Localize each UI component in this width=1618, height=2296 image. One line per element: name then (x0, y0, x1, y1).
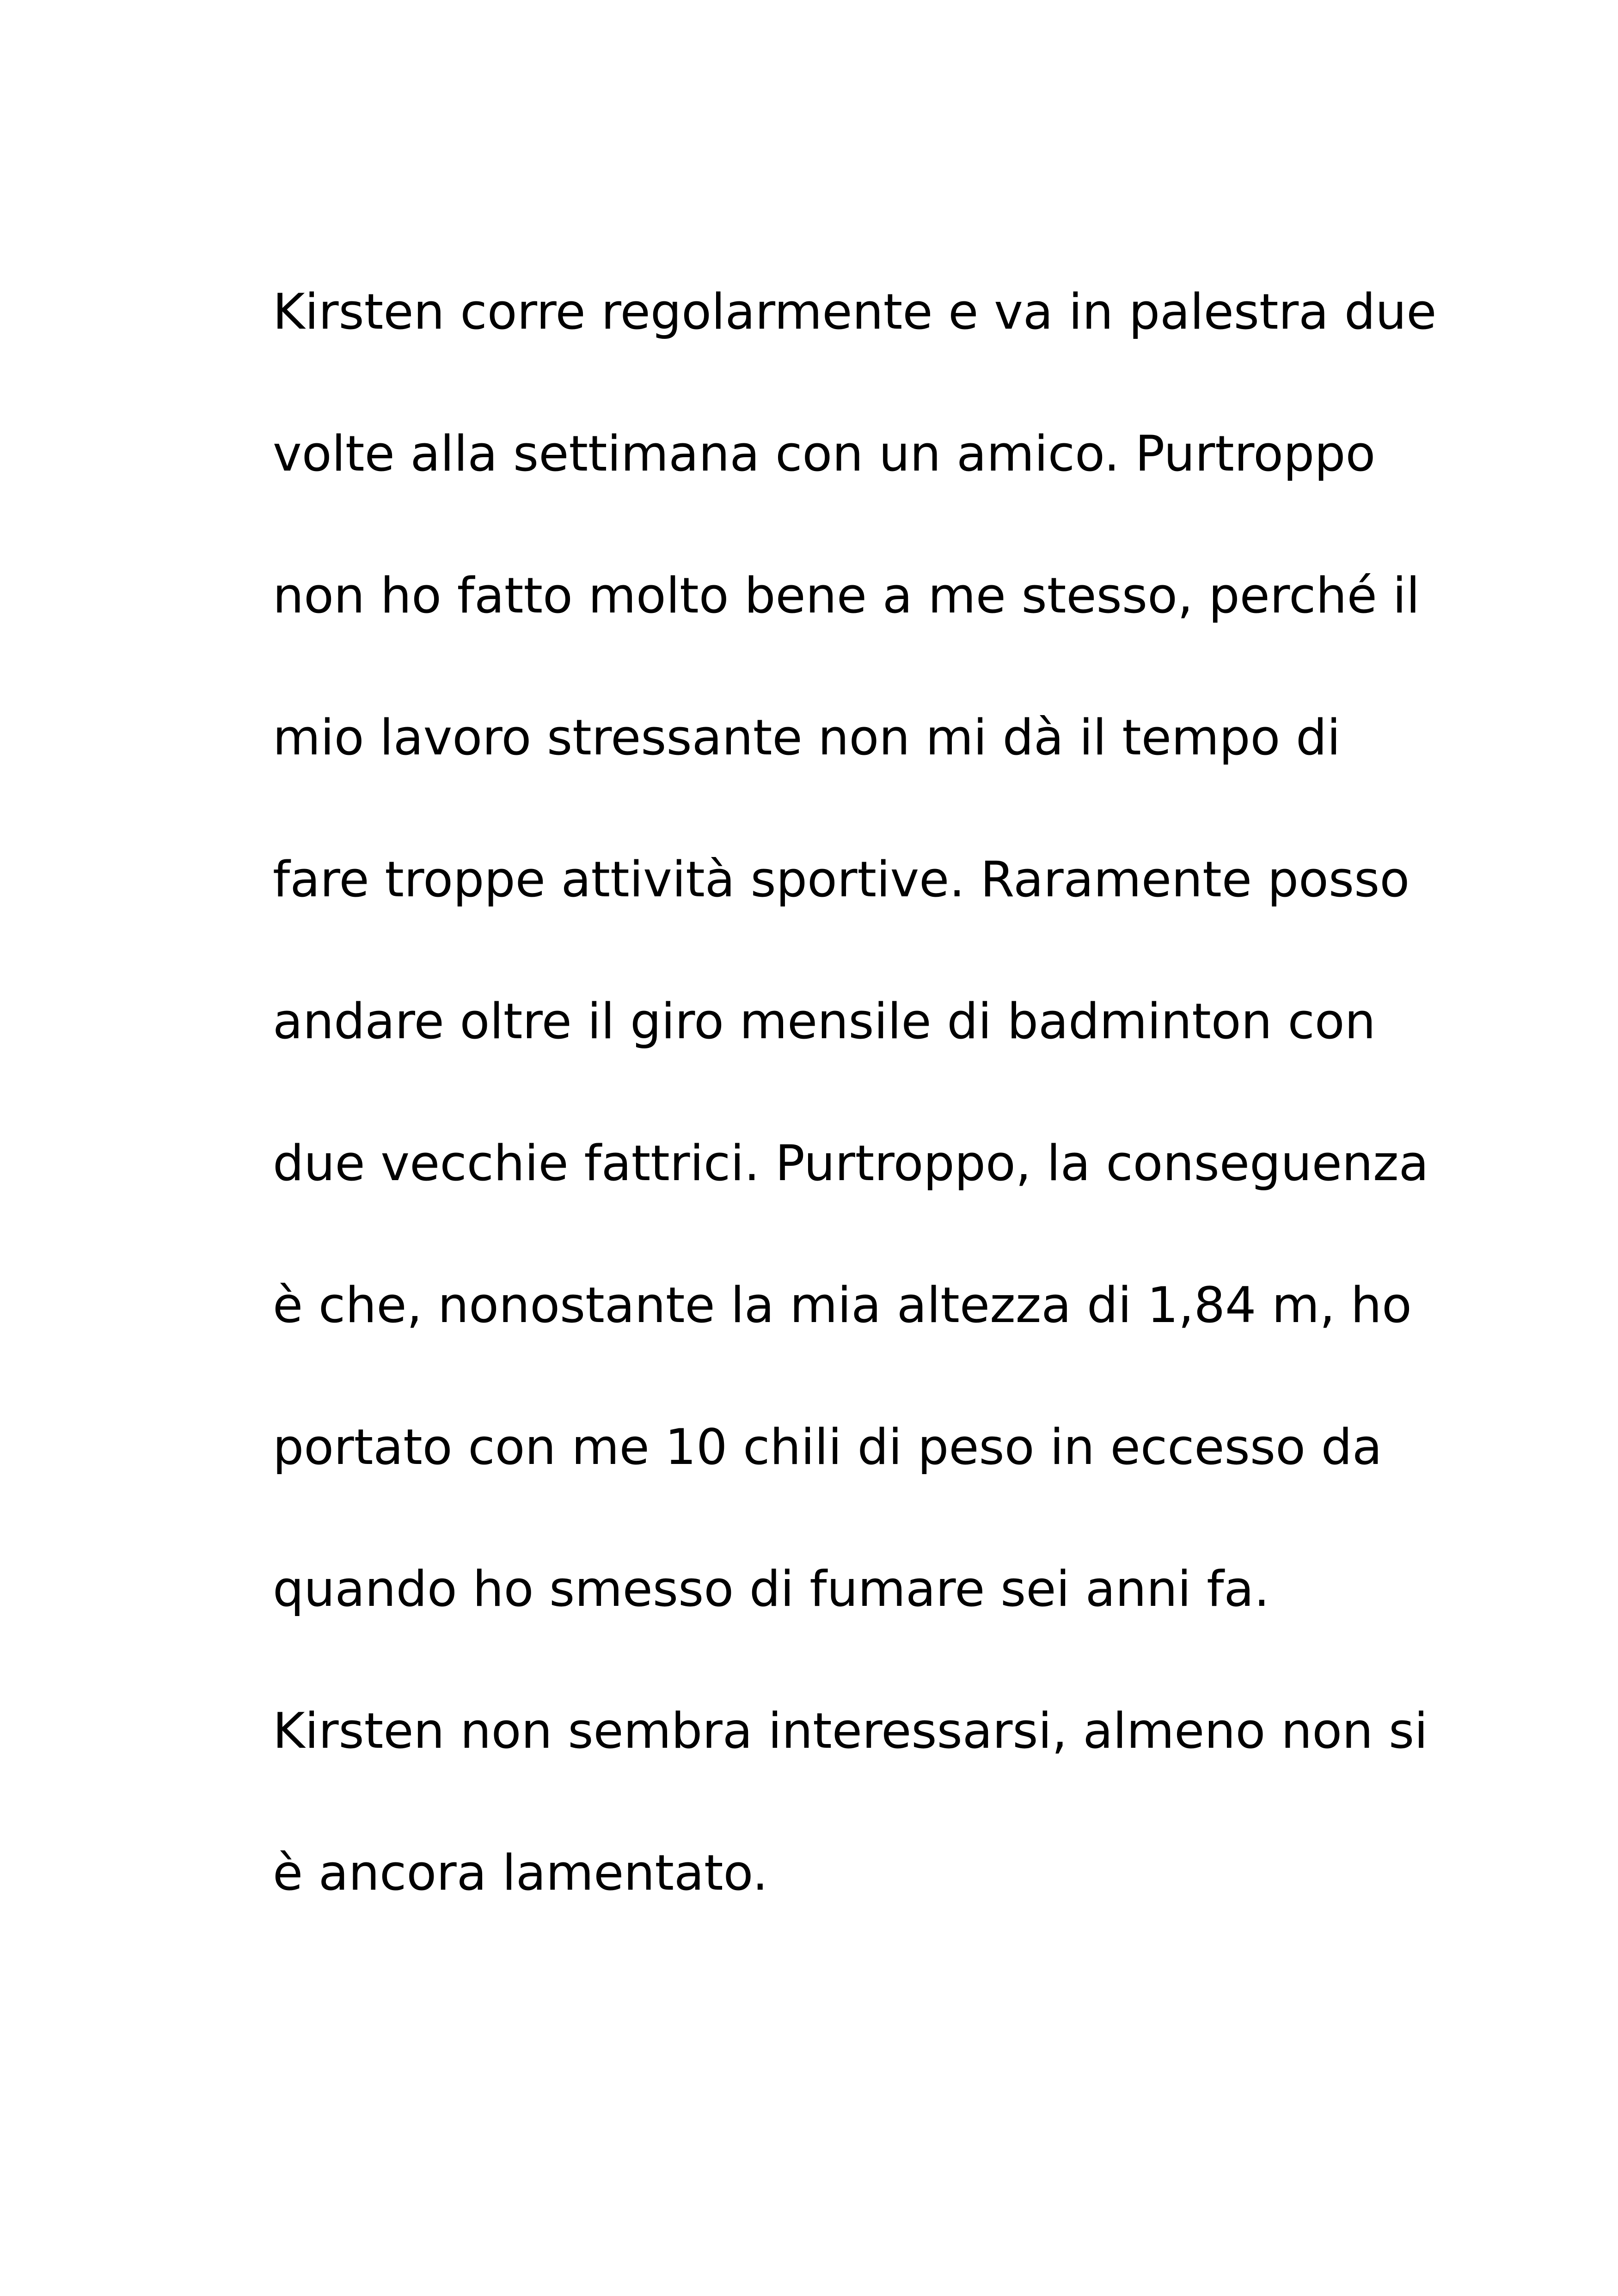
text-line: è che, nonostante la mia altezza di 1,84 m, ho (273, 1277, 1412, 1334)
text-line: è ancora lamentato. (273, 1844, 768, 1901)
text-line: andare oltre il giro mensile di badminton con (273, 993, 1376, 1050)
text-line: quando ho smesso di fumare sei anni fa. (273, 1561, 1270, 1617)
text-line: mio lavoro stressante non mi dà il tempo di (273, 709, 1341, 766)
text-line: due vecchie fattrici. Purtroppo, la conseguenza (273, 1135, 1429, 1192)
text-line: portato con me 10 chili di peso in eccesso da (273, 1419, 1382, 1476)
text-line: Kirsten corre regolarmente e va in palestra due (273, 283, 1437, 340)
body-paragraph (273, 259, 1437, 1962)
text-line: non ho fatto molto bene a me stesso, perché il (273, 567, 1420, 624)
text-line: fare troppe attività sportive. Raramente posso (273, 851, 1410, 908)
text-line: volte alla settimana con un amico. Purtroppo (273, 425, 1376, 482)
text-line: Kirsten non sembra interessarsi, almeno non si (273, 1702, 1428, 1759)
